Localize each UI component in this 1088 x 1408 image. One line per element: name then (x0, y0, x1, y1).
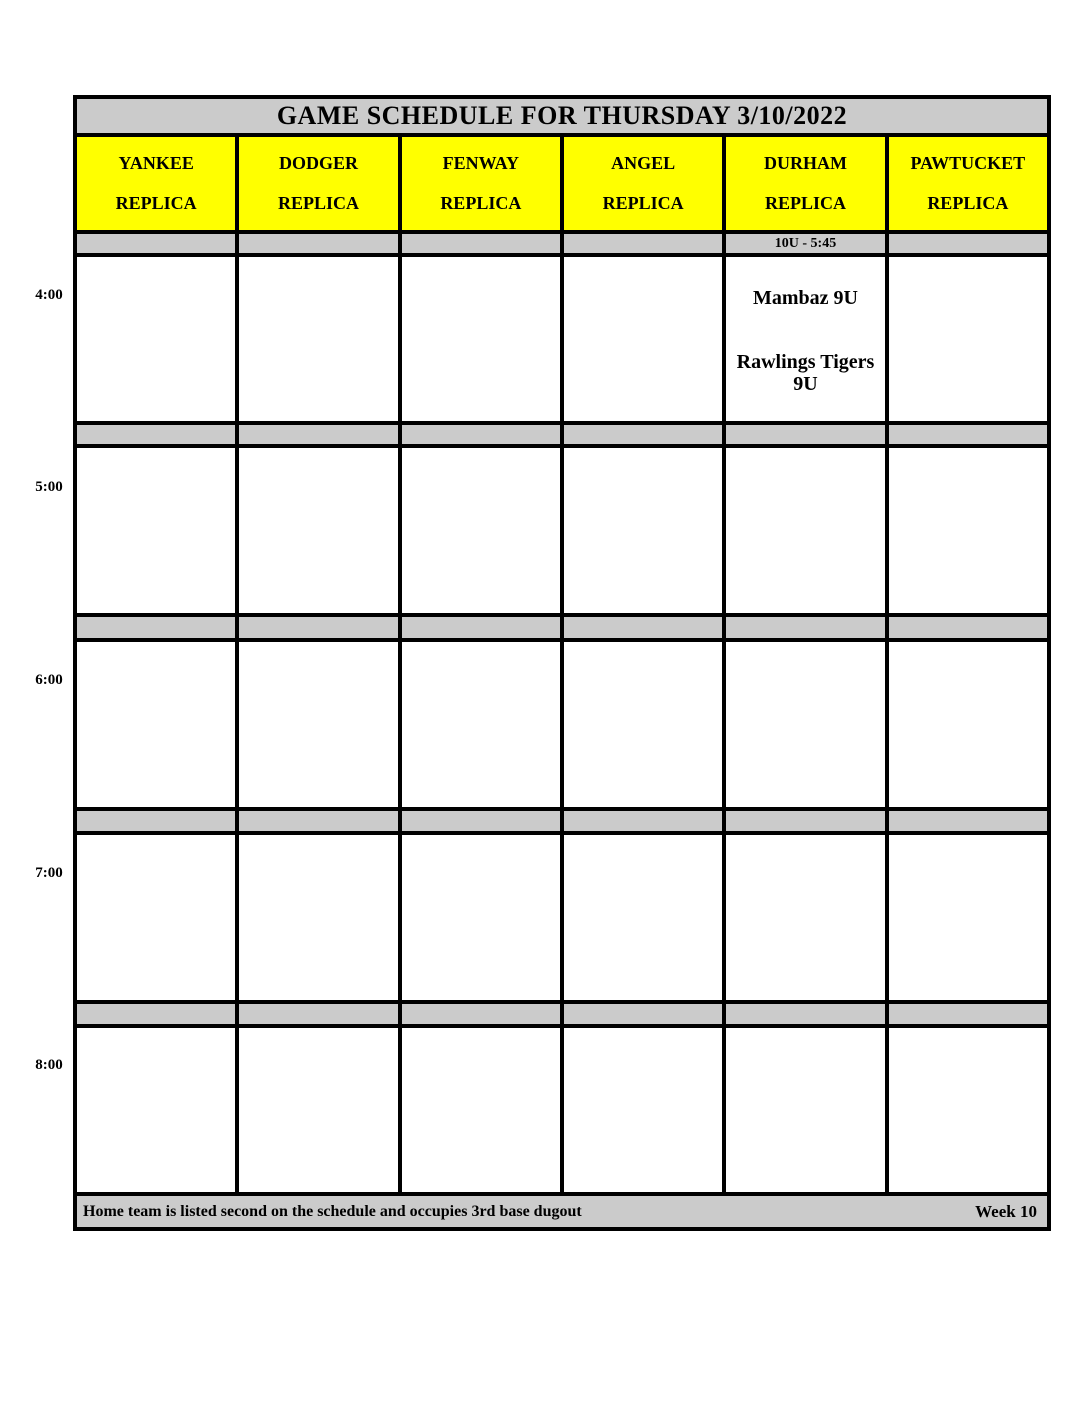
column-header-angel (564, 137, 722, 230)
slot-6pm-durham (726, 642, 884, 807)
field-name: DODGER (278, 153, 358, 173)
home-team-name: Rawlings Tigers 9U (736, 351, 875, 395)
strip-cell (564, 617, 722, 638)
slot-5pm-pawtucket (889, 448, 1047, 613)
strip-cell (239, 425, 397, 444)
strip-cell (77, 617, 235, 638)
strip-cell (239, 811, 397, 831)
slot-6pm-pawtucket (889, 642, 1047, 807)
slot-6pm-yankee (77, 642, 235, 807)
column-header-fenway (402, 137, 560, 230)
game-cell-durham-4pm (726, 257, 884, 421)
field-subname: REPLICA (115, 193, 197, 213)
slot-8pm-pawtucket (889, 1028, 1047, 1192)
time-label-5pm: 5:00 (35, 479, 63, 495)
strip-cell (239, 617, 397, 638)
footer-bar (77, 1196, 1047, 1227)
column-header-dodger (239, 137, 397, 230)
strip-cell (402, 1004, 560, 1024)
slot-4pm-angel (564, 257, 722, 421)
column-header-yankee (77, 137, 235, 230)
slot-5pm-yankee (77, 448, 235, 613)
time-label-4pm: 4:00 (35, 287, 63, 303)
slot-4pm-dodger (239, 257, 397, 421)
slot-4pm-yankee (77, 257, 235, 421)
time-label-8pm: 8:00 (35, 1057, 63, 1073)
strip-cell (564, 425, 722, 444)
slot-7pm-pawtucket (889, 835, 1047, 1000)
field-name: PAWTUCKET (910, 153, 1026, 173)
column-header-pawtucket (889, 137, 1047, 230)
slot-7pm-dodger (239, 835, 397, 1000)
strip-cell (239, 234, 397, 253)
slot-5pm-durham (726, 448, 884, 613)
strip-cell (726, 425, 884, 444)
slot-8pm-angel (564, 1028, 722, 1192)
durham-pregame-slot: 10U - 5:45 (726, 234, 884, 253)
slot-8pm-durham (726, 1028, 884, 1192)
time-label-7pm: 7:00 (35, 865, 63, 881)
slot-5pm-fenway (402, 448, 560, 613)
strip-cell (402, 617, 560, 638)
strip-cell (402, 425, 560, 444)
field-subname: REPLICA (602, 193, 684, 213)
slot-4pm-fenway (402, 257, 560, 421)
strip-cell (564, 234, 722, 253)
strip-cell (889, 425, 1047, 444)
strip-cell (239, 1004, 397, 1024)
strip-cell (77, 425, 235, 444)
slot-5pm-dodger (239, 448, 397, 613)
strip-cell (77, 811, 235, 831)
strip-cell (889, 234, 1047, 253)
time-label-6pm: 6:00 (35, 672, 63, 688)
slot-5pm-angel (564, 448, 722, 613)
strip-cell (726, 617, 884, 638)
strip-cell (726, 811, 884, 831)
strip-cell (889, 1004, 1047, 1024)
field-subname: REPLICA (764, 193, 846, 213)
strip-cell (564, 811, 722, 831)
strip-cell (402, 234, 560, 253)
slot-6pm-angel (564, 642, 722, 807)
home-team-note: Home team is listed second on the schedule and occupies 3rd base dugout (83, 1202, 582, 1220)
field-name: YANKEE (118, 153, 194, 173)
game-schedule-table (73, 95, 1051, 1231)
slot-7pm-angel (564, 835, 722, 1000)
slot-8pm-fenway (402, 1028, 560, 1192)
week-number: Week 10 (975, 1201, 1037, 1221)
strip-cell (564, 1004, 722, 1024)
strip-cell (889, 617, 1047, 638)
slot-4pm-pawtucket (889, 257, 1047, 421)
strip-cell (77, 234, 235, 253)
strip-cell (726, 1004, 884, 1024)
slot-6pm-fenway (402, 642, 560, 807)
slot-8pm-dodger (239, 1028, 397, 1192)
away-team-name: Mambaz 9U (753, 287, 858, 309)
slot-6pm-dodger (239, 642, 397, 807)
strip-cell (77, 1004, 235, 1024)
schedule-title: GAME SCHEDULE FOR THURSDAY 3/10/2022 (77, 99, 1047, 133)
field-subname: REPLICA (440, 193, 522, 213)
field-subname: REPLICA (927, 193, 1009, 213)
slot-7pm-durham (726, 835, 884, 1000)
column-header-durham (726, 137, 884, 230)
field-subname: REPLICA (277, 193, 359, 213)
field-name: ANGEL (611, 153, 676, 173)
strip-cell (889, 811, 1047, 831)
slot-8pm-yankee (77, 1028, 235, 1192)
field-name: DURHAM (763, 153, 847, 173)
slot-7pm-yankee (77, 835, 235, 1000)
slot-7pm-fenway (402, 835, 560, 1000)
strip-cell (402, 811, 560, 831)
field-name: FENWAY (442, 153, 519, 173)
